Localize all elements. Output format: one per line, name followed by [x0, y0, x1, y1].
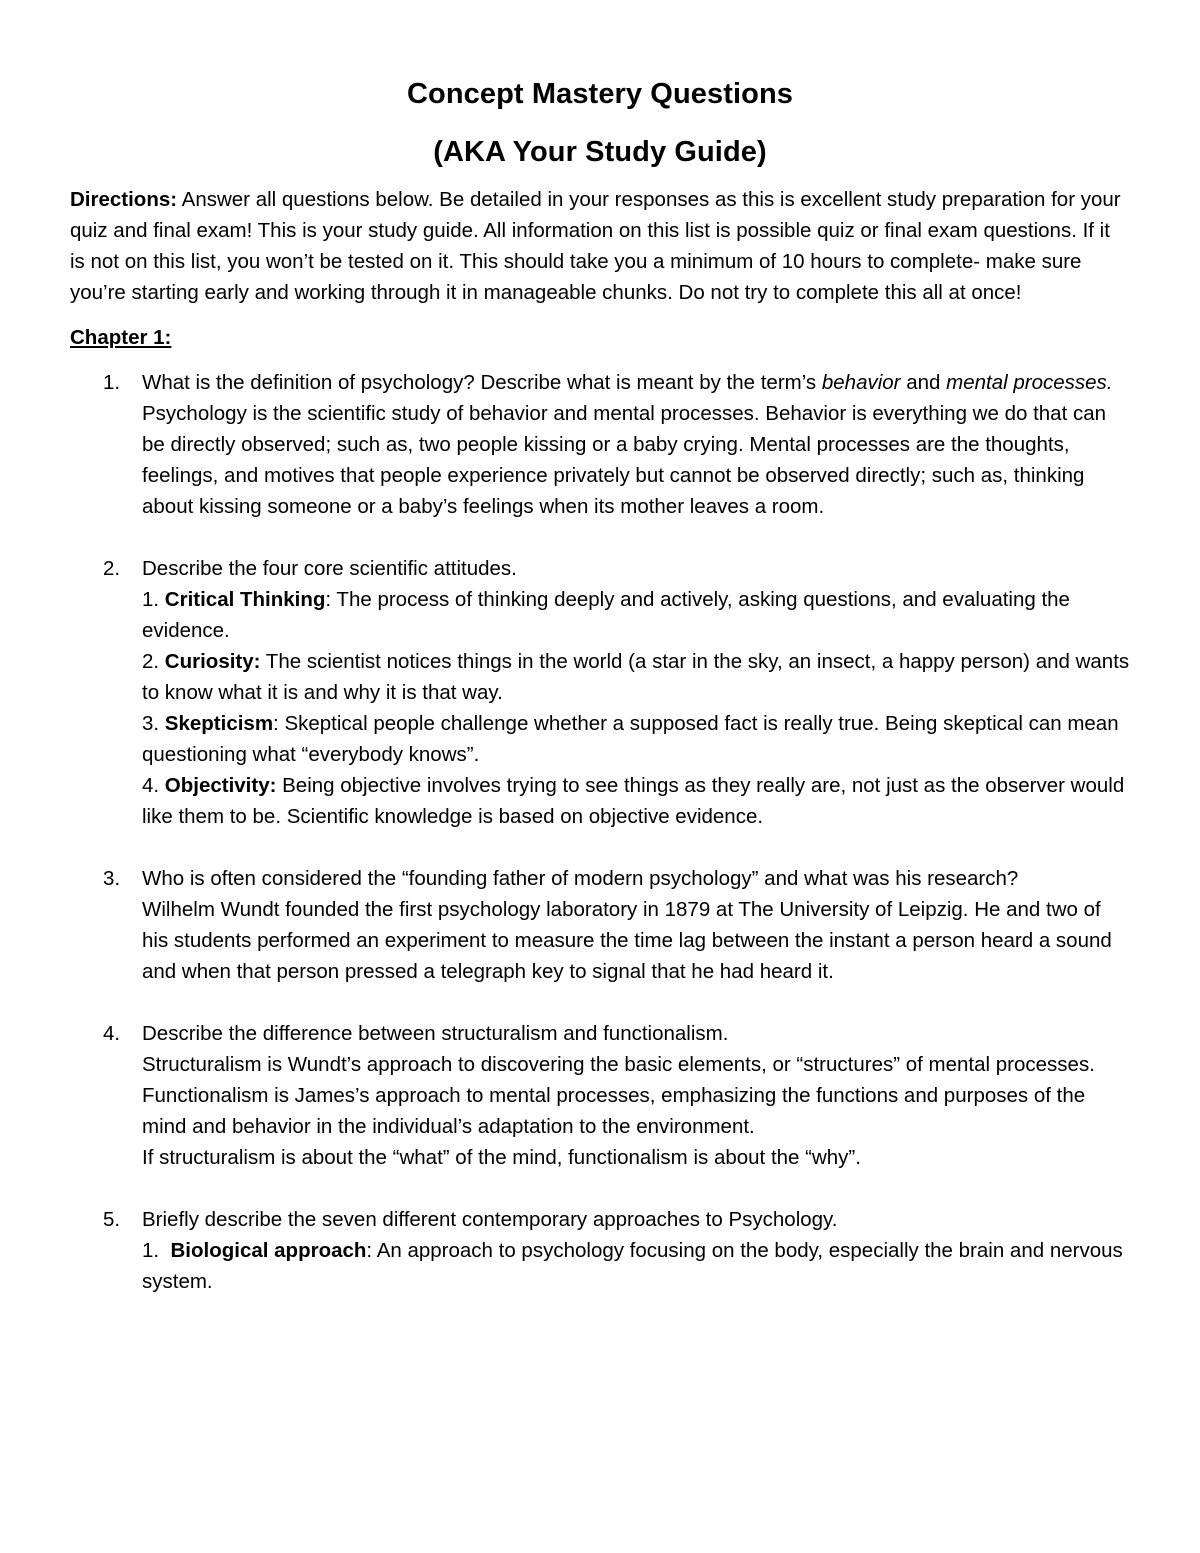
- directions-label: Directions:: [70, 188, 178, 211]
- answer-item-prefix: 1.: [142, 588, 165, 611]
- answer-text: Functionalism is James’s approach to mental processes, emphasizing the functions and purposes of the mind and behavior in the individual’s adaptation to the environment.: [142, 1084, 1086, 1138]
- answer-item-term: Curiosity:: [164, 650, 261, 673]
- answer-item-prefix: 2.: [142, 650, 165, 673]
- answer-item-text: An approach to psychology focusing on the body, especially the brain and nervous system.: [142, 1239, 1123, 1293]
- answer-text: If structuralism is about the “what” of the mind, functionalism is about the “why”.: [142, 1146, 861, 1169]
- answer-item-text: Being objective involves trying to see things as they really are, not just as the observer would like them to be. Scientific knowledge is based on objective evidence.: [142, 774, 1125, 828]
- answer-item-prefix: 3.: [142, 712, 165, 735]
- answer-item: [142, 708, 1130, 770]
- answer-item: [142, 1235, 1130, 1297]
- answer-text: Wilhelm Wundt founded the first psychology laboratory in 1879 at The University of Leipzig. He and two of his students performed an experiment to measure the time lag between the instant a person heard a sound and when that person pressed a telegraph key to signal that he had heard it.: [142, 898, 1112, 983]
- page-title: Concept Mastery Questions: [406, 78, 794, 110]
- answer-item-text: Skeptical people challenge whether a supposed fact is really true. Being skeptical can mean questioning what “everybody knows”.: [142, 712, 1119, 766]
- answer-item-prefix: 4.: [142, 774, 165, 797]
- answer-item: [142, 770, 1130, 832]
- answer-item: [142, 646, 1130, 708]
- question-item: [70, 1204, 1130, 1297]
- answer-item-separator: :: [273, 712, 279, 735]
- question-number: 2.: [103, 557, 121, 580]
- answer-item-term: Objectivity:: [164, 774, 277, 797]
- question-list: [70, 367, 1130, 1297]
- document-content: [70, 72, 1130, 1328]
- chapter-heading: Chapter 1:: [70, 326, 172, 349]
- question-number: 5.: [103, 1208, 121, 1231]
- answer-item-separator: :: [366, 1239, 373, 1262]
- question-number: 3.: [103, 867, 121, 890]
- question-text: Who is often considered the “founding father of modern psychology” and what was his research?: [142, 867, 1019, 890]
- question-text-part: and: [900, 371, 947, 394]
- question-text: Describe the difference between structuralism and functionalism.: [142, 1022, 729, 1045]
- question-text: [142, 367, 1130, 398]
- answer-text: Structuralism is Wundt’s approach to discovering the basic elements, or “structures” of mental processes.: [142, 1053, 1095, 1076]
- question-item: [70, 1018, 1130, 1173]
- answer-item-term: Critical Thinking: [164, 588, 326, 611]
- question-item: [70, 367, 1130, 522]
- question-number: 1.: [103, 371, 121, 394]
- question-number: 4.: [103, 1022, 121, 1045]
- question-italic-term: behavior: [821, 371, 901, 394]
- answer-item-term: Biological approach: [170, 1239, 367, 1262]
- question-text-part: What is the definition of psychology? Describe what is meant by the term’s: [142, 371, 822, 394]
- answer-item-text: The process of thinking deeply and actively, asking questions, and evaluating the evidence.: [142, 588, 1070, 642]
- answer-item: [142, 584, 1130, 646]
- question-text: Briefly describe the seven different contemporary approaches to Psychology.: [142, 1208, 838, 1231]
- directions-paragraph: [70, 184, 1130, 308]
- answer-item-prefix: 1.: [142, 1239, 171, 1262]
- question-italic-term: mental processes.: [946, 371, 1113, 394]
- question-text: Describe the four core scientific attitudes.: [142, 557, 517, 580]
- answer-item-term: Skepticism: [164, 712, 274, 735]
- directions-text: Answer all questions below. Be detailed in your responses as this is excellent study preparation for your quiz and final exam! This is your study guide. All information on this list is possible quiz or final exam questions. If it is not on this list, you won’t be tested on it. This should take you a minimum of 10 hours to complete- make sure you’re starting early and working through it in manageable chunks. Do not try to complete this all at once!: [70, 188, 1121, 304]
- answer-item-text: The scientist notices things in the world (a star in the sky, an insect, a happy person) and wants to know what it is and why it is that way.: [142, 650, 1130, 704]
- question-item: [70, 553, 1130, 832]
- answer-item-separator: :: [325, 588, 332, 611]
- answer-text: Psychology is the scientific study of behavior and mental processes. Behavior is everything we do that can be directly observed; such as, two people kissing or a baby crying. Mental processes are the thoughts, feelings, and motives that people experience privately but cannot be observed directly; such as, thinking about kissing someone or a baby’s feelings when its mother leaves a room.: [142, 402, 1107, 518]
- question-item: [70, 863, 1130, 987]
- page-subtitle: (AKA Your Study Guide): [433, 136, 767, 168]
